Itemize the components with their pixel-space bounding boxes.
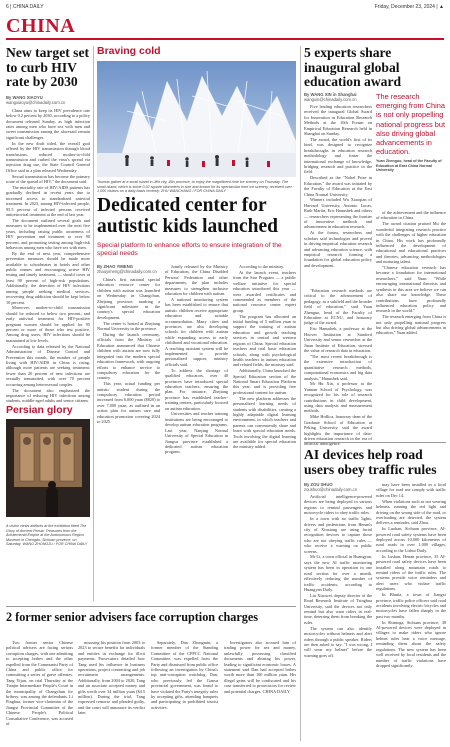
autism-col-1 [97,264,160,425]
autism-paragraph: Universities and teacher training institutions are being encouraged to develop autism education programs. Last year, Nanjing Normal University of Special Education in Jiangsu province established a dedicated autism education program. [165,411,228,455]
autism-paragraph: This year, actual funding per autistic student during the compulsory education period increased from 6,000 yuan ($820) to over 7,000 yuan, as outlined in an action plan for autism care and education promotion covering 2024 to 2025. [97,381,160,425]
ai-paragraph: In a town with no traffic lights, drivers and pedestrians from Henan's city of Xinxiang are using facial recognition devices to capture those who are not obeying traffic rules — who receive a warning on public screens. [304,516,372,554]
masthead-right: Friday, December 23, 2024 | ▲ [374,4,444,10]
autism-paragraph: During the launch ceremony, officials from the Ministry of Education announced that Chinese children with autism are now fully integrated into the modern special education framework, with ongoing efforts to enhance service to compulsory education for the country. [97,332,160,381]
persian-artifact-photo [6,419,90,517]
experts-col-2 [376,92,446,173]
rime-ice-photo [97,61,296,177]
experts-paragraph: The research emerging from China is not only propelling national progress but also driving global advancements in education," Yuan added. [376,314,446,336]
autism-paragraph: Additionally, China launched the Special Education section of the National Smart Education Platform this year, and is providing free professional content for autism. [233,368,296,395]
autism-paragraph: A national monitoring system has been established to ensure that autistic children receive appropriate education and suitable accommodation. Many cities and provinces are also developing schools for children with autism while expanding access to early childhood and vocational education. A teaching assistant system will be implemented to provide personalized support, ministry officials said. [165,296,228,367]
ai-article [304,448,446,477]
experts-paragraph: "Education research methods are critical to the advancement of pedagogy, as a subfield and the broader field of education," said Yuan Zhenguo, head of the Faculty of Education at ECNU, and honorary judge of the award. [304,288,372,326]
autism-paragraph: The new platform addresses the personalized learning needs of students with disabilities, creating a highly adaptable digital learning environment, in which teachers and parents can conveniently share and learn with special education needs. Tools involving the digital learning are available for special education the ministry added. [233,395,296,450]
column-divider [93,46,94,601]
experts-col-1 [304,92,372,269]
section-rule [6,38,444,40]
experts-paragraph: "Chinese education research has become a foundation for international researchers," said Yuan. "While encouraging international theorists and synthesis in this area we believe we can also share our knowledge. These contributions have profoundly influenced education policy and research in the world." [376,265,446,314]
autism-paragraph: Jointly released by the Ministry of Education, the China Disabled Persons' Federation and other departments, the plan includes measures to strengthen inclusive education for children with autism. [165,264,228,297]
autism-paragraph: To address the shortage of qualified educators, over 40 provinces have introduced special education teachers, ensuring the plan. For instance, Zhejiang province has established teacher-training centers, particularly focused on autism education. [165,367,228,411]
section-divider [304,442,446,443]
persian-artifact-illustration [6,419,90,517]
experts-paragraph: Mike Hrdlica, honorary dean of the Graduate School of Education at Peking University, said the award highlights the importance of data-driven education research in the era of artificial intelligence. [304,414,372,447]
column-divider [300,46,301,741]
experts-paragraph: The award, the world's first of its kind, was designed to recognize breakthroughs in education research methodology and foster the international exchange of knowledge, bridging research and practice in the field. [304,136,372,175]
section-divider [6,606,296,607]
hiv-paragraph: Sexual transmission has become the primary route of the spread of HIV," the document said. [6,173,90,185]
corruption-col-4: Investigators also accused him of trading power for sex and money, unlawfully possessing classified documents and abusing his power, leading to significant economic losses. A statement said Dan had accepted bribes worth more than 100 million yuan. His illegal gains will be confiscated and his case transferred to prosecutors for review and potential charges. CHINA DAILY [224,640,296,694]
experts-paragraph: Eric Hanushek, a professor at the Hoover Institution at Stanford University and senior researcher at the Jinan Institute of Education, stressed the value of research data in education. [304,326,372,353]
experts-byline-email: wangxin@chinadaily.com.cn [304,97,357,102]
ai-paragraph: In Bhutia, a town of Jiangxi province, traffic police officers said road accidents involving electric bicycles and motorcycles have fallen sharply in the past two months. [376,592,446,619]
autism-byline: By ZHAO YIMENG [97,264,133,269]
hiv-article [6,46,90,404]
ai-paragraph: may have been installed in a local village for road use comply with traffic rules on Dec 14. [376,482,446,498]
ai-paragraph: In Lushan, Henan province, 35 AI-powered road safety devices have been installed along mountain roads to remind riders of the traffic rules. The systems provide voice reminders and alert users who violate traffic regulations. [376,553,446,592]
autism-paragraph: China's first national special education resource center for children with autism was launched on Wednesday in Changchun, Zhejiang province, marking a significant milestone in the country's special education development. [97,277,160,320]
braving-caption: Tourists gather at a small island in Jilin city, Jilin province, to enjoy the magnificent rime ice scenery on Thursday. The small island, which is some 0.02 square kilometers in size and known for its spectacular rime ice scenery, received over 1,000 visitors on a daily basis recently. ZHU WANCHANG / FOR CHINA DAILY [97,180,292,193]
persian-caption: A visitor views artifacts at the exhibition titled The Glory of Ancient Persia: Treasures from the Achaemenid Empire at the Autonomous Region Museum in Chengdu, Sichuan province, on Saturday. WANG ZHONGJU / FOR CHINA DAILY [6,524,88,546]
autism-byline-email: zhaoyimeng@chinadaily.com.cn [97,269,157,274]
rime-ice-illustration [97,61,296,177]
ai-paragraph: Mr Li, a town official in Huangyan, says the new AI traffic monitoring system has been in operation in one rural section for over a month, effectively reducing the number of traffic accidents, according to Huangyan Daily. [304,554,372,592]
ai-col-2 [376,482,446,669]
ai-paragraph: When violations such as not wearing helmets, running the red light and driving on the wrong side of the road, or overloading are detected, the system delivers a reminder, said Zhou. [376,498,446,526]
hiv-paragraph: According to data released by the National Administration of Disease Control and Prevention this month, the number of people living with HIV/AIDS in China is rising, although more patients are seeking treatment; fewer than 20 percent of new infections are sexually transmitted, with over 70 percent occurring among heterosexual couples. [6,343,90,387]
hiv-paragraph: The document outlined several goals and measures to be implemented over the next five years, including raising public awareness of HIV prevention and treatment to over 90 percent, and promoting testing among high-risk behaviors among men who have sex with men. [6,217,90,250]
ai-paragraph: In Shimoga, Sichuan province, 38 AI-powered devices were deployed in villages to make riders who ignore helmet rules hear a voice message, reminding them about the safety regulations. The new system has been well received by local residents and the number of traffic violations have dropped significantly. [376,619,446,668]
experts-headline: 5 experts share inaugural global education award [304,45,402,90]
corruption-col-1: Two former senior Chinese political advisers are facing serious corruption charges, with one admitting to accepting bribes and the other expelled from the Communist Party of China and public office for committing a series of grave offenses. Tang Yijun, on trial Thursday at the Tianjin Intermediate People's Court in the municipality of Changchun for bribery, was among the defendants. Li Pinghua, former vice-chairman of the Jiangxi Provincial Committee of the Chinese People's Political Consultative Conference, was accused of [6,640,73,727]
corruption-col-3: Separately, Dan Zhongmin, a former member of the Standing Committee of the CPPCC National Committee, was expelled from the Party and dismissed from public office following an investigation by China's top anti-corruption watchdog. Dan, who previously led the Gansu provincial government, was found to have violated the Party's integrity rules by accepting gifts, attending banquets and participating in prohibited tourist activities. [151,640,219,710]
section-title: CHINA [6,15,76,37]
autism-headline: Dedicated center for autistic kids launched [97,195,278,237]
experts-paragraph: At the forum, researchers and scholars said technologies and proved in driving empirical education research and advancing education science, with empirical research forming a foundation for global education policy and development. [304,230,372,268]
ai-col-1 [304,482,372,659]
corruption-col-2: misusing his position from 2003 to 2023 to secure benefits for individuals and entities in exchange for illicit payments. Prosecutors detailed how Tang used his influence in business operations, project contracting and job recruitment arrangements. Additionally, from 2004 to 2020, Tang and an associate accepted money and gifts worth over 34 million yuan ($4.5 million). During the trial, Tang expressed remorse and pleaded guilty, and the court will announce its verdict later. [78,640,145,716]
hiv-paragraph: In the new draft titled, the overall goal offered by the HIV transmission through blood transfusions, reduced mother-to-child transmission and curbed the virus's spread via injection drug use, the State Council General Office said in a plan released Wednesday. [6,140,90,173]
ai-paragraph: The system can also identify motorcycles without helmets and alert riders through a public speaker. Riders are then asked to say: "I was wrong, I will wear my helmet" before the warning goes off. [304,625,372,658]
hiv-byline-email: wangxiaoyu@chinadaily.com.cn [6,99,66,105]
experts-paragraph: Five leading education researchers received the inaugural Global Award for Innovation in Education Research Methods at the 10th Forum on Empirical Education Research held in Shanghai on Sunday. [304,104,372,137]
hiv-paragraph: China aims to keep its HIV prevalence rate below 0.2 percent by 2030, according to a policy document released Sunday, as high infection rates among men who have sex with men and sweet transmission among the aforesaid remain significant challenges. [6,107,91,140]
autism-paragraph: The center is hosted at Zhejiang Normal University in the province. [97,320,160,332]
corruption-headline: 2 former senior advisers face corruption charges [6,610,259,624]
ai-byline-email: zoushuo@chinadaily.com.cn [304,487,358,492]
experts-paragraph: Winners included Wu Xiaoqian of Harvard University, Antonio Lucas, Ruth Martin, Eric Hanushek and others — researchers representing the frontier of innovative methods and advancement in education research. [304,197,372,230]
ai-paragraph: Artificial intelligence-powered devices are being deployed in various regions to remind passengers and motorcycle riders to obey traffic rules. [304,494,372,516]
autism-deck: Special platform to enhance efforts to ensure integration of the special needs [97,242,282,258]
experts-paragraph: Described as the "Nobel Prize in Education," the award was initiated by the Faculty of Education at the East China Normal University. [304,175,372,197]
ai-paragraph: Liu Xiaowei, deputy director of the Road Research Institute of Tsinghua University, said the devices not only remind but also warn riders in real-time, deterring them from breaking the rules. [304,592,372,625]
masthead-left: 6 | CHINA DAILY [6,4,44,10]
hiv-paragraph: The mortality rate of HIV/AIDS patients has gradually declined in recent years due to increased access to standardized antiviral treatment. In 2023, among HIV-infected people, 95.5 percent of infected persons received antiretroviral treatment at the end of last year. [6,184,90,217]
experts-col-1b [304,288,372,447]
hiv-body [6,108,90,404]
experts-pull-quote: The research emerging from China is not only propelling national progress but also driving global advancements in education. [376,92,446,157]
autism-col-3 [233,264,296,450]
experts-quote-attribution: Yuan Zhenguo, head of the Faculty of Education at East China Normal University [376,159,442,173]
braving-kicker: Braving cold [97,45,161,57]
corruption-article [6,611,296,624]
hiv-paragraph: The document also emphasized the importance of reducing HIV infections among students, middle-aged adults and senior citizens. [6,387,90,404]
experts-col-2b [376,210,446,336]
ai-paragraph: In Luohan, Sichuan province, AI-powered road safety systems have been deployed across 10,000 kilometers of rural roads in over 1,000 villages, according to the Lishui Daily. [376,526,446,553]
hiv-byline: By WANG XIAOYU [6,94,43,100]
autism-paragraph: The program has allocated an initial funding of 5 million yuan to support the training of autism education and growth teaching services in central and western regions of China. Special education teachers and trial basic education schools, along with psychological health teachers in autism education and related fields, the ministry said. [233,313,296,368]
ai-headline: AI devices help road users obey traffic rules [304,447,437,477]
experts-paragraph: Mr Hu Xin, a professor at the Yunnan School of Psychology, was recognized for his role of research contributions in child development, using data analysis and measurement methods. [304,381,372,414]
autism-col-2 [165,264,228,455]
persian-kicker: Persian glory [6,404,73,416]
autism-paragraph: At the launch event, teachers from the Star Program — a public welfare initiative for special education introduced this year — were awarded certificates and commended as members of the national resource center expert group. [233,269,296,313]
autism-paragraph: According to the ministry. [239,264,285,269]
ai-byline: By ZOU SHUO [304,482,333,487]
experts-paragraph: of the achievement and the influence of education in China. [376,210,446,221]
hiv-paragraph: By the end of next year, comprehensive prevention measures should be made more available to schoolmates in hotels and other public venues and encouraging active HIV testing and timely treatment, — should cover at least 90 percent of high-risk populations. Additionally, the detection of HIV infections among people seeking medical services, recovering drug addiction should be kept below 10 percent. [6,250,90,305]
experts-byline: By WANG XIN in Shanghai [304,92,357,97]
autism-article [97,196,296,258]
experts-paragraph: The award citation praised Mu the wonderful integrating research practice with the challenges of higher education in China. His work has profoundly influenced the development of educational and educational practices and theories, advancing methodologies and nurturing talent. [376,221,446,265]
hiv-paragraph: Moreover, mother-to-child transmission should be reduced to below two percent, and early antiviral treatment for HIV-positive pregnant women should be applied for 95 percent or more of those who test positive. Among drug users, HIV infections should be maintained at low levels. [6,305,90,343]
experts-paragraph: "The most recent breakthrough is the extensive introduction of quantitative research methods, computational economics and big data analysis," Hanushek said. [304,353,372,381]
hiv-headline: New target set to curb HIV rate by 2030 [6,45,90,90]
experts-article [304,46,446,90]
